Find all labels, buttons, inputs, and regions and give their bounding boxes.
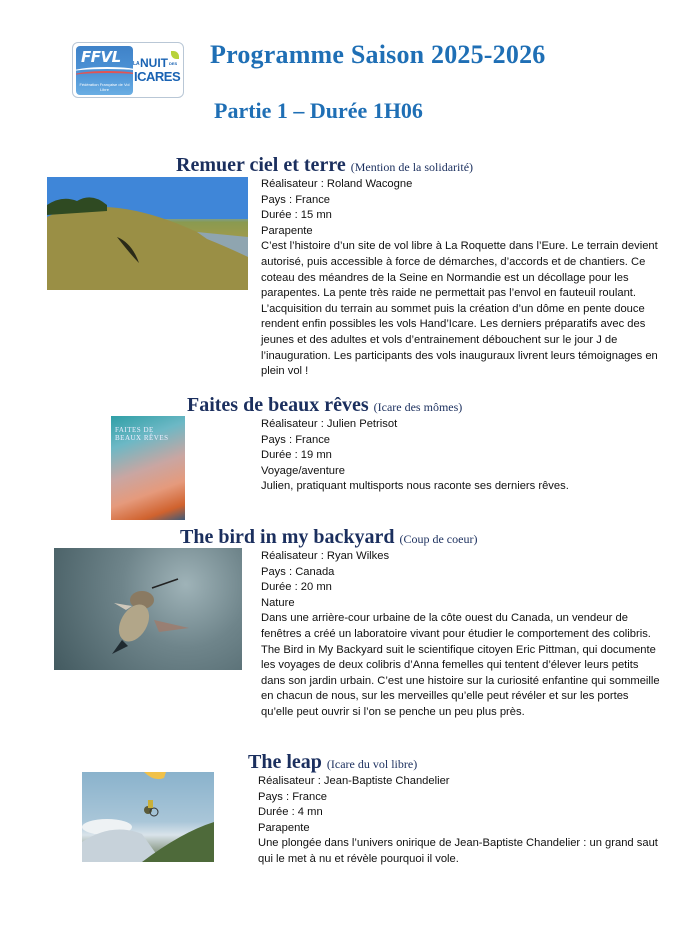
film-info-2: [261, 417, 661, 495]
part-heading: Partie 1 – Durée 1H06: [214, 98, 423, 123]
film-country: Pays : Canada: [261, 565, 335, 578]
film-title-4: [248, 751, 417, 774]
film-description: Julien, pratiquant multisports nous raconte ses derniers rêves.: [261, 480, 569, 493]
film-director: Réalisateur : Roland Wacogne: [261, 178, 413, 190]
logo-icares: ICARES: [134, 69, 181, 84]
film-genre: Parapente: [261, 224, 313, 237]
film-description: Dans une arrière-cour urbaine de la côte ouest du Canada, un vendeur de fenêtres a créé un laboratoire vivant pour étudier le comportement des colibris. The Bird in My Backyard suit le scientifique citoyen Eric Pittman, qui documente les voyages de deux colibris d’Anna femelles qui tentent d’élever leurs petits dans son jardin urbain. C’est une histoire sur la curiosité enfantine qui sommeille en chacun de nous, sur les merveilles qu’elle peut révéler et sur les portes qu’elle peut ouvrir si l’on se penche un peu plus près.: [261, 612, 660, 718]
film-title-text: The leap: [248, 751, 322, 773]
film-info-1: [261, 177, 661, 380]
film-genre: Voyage/aventure: [261, 464, 345, 477]
film-award: (Coup de coeur): [399, 532, 478, 546]
logo-la: LA: [133, 61, 140, 67]
logo-des: DES: [169, 61, 178, 66]
film-duration: Durée : 15 mn: [261, 209, 332, 222]
poster-title: FAITES DE BEAUX RÊVES: [115, 426, 169, 442]
film-award: (Icare du vol libre): [326, 757, 418, 771]
film-award: (Icare des mômes): [373, 400, 463, 414]
logo-nuit: NUIT: [140, 56, 168, 70]
page-title: Programme Saison 2025-2026: [210, 40, 546, 69]
film-info-3: [261, 549, 661, 721]
film-duration: Durée : 19 mn: [261, 449, 332, 462]
film-country: Pays : France: [261, 433, 331, 446]
film-director: Réalisateur : Ryan Wilkes: [261, 550, 390, 562]
film-title-text: Remuer ciel et terre: [176, 154, 346, 176]
ffvl-nuit-des-icares-logo: [72, 42, 184, 98]
film-image-hummingbird: [54, 548, 242, 670]
film-image-paraglider-hill: [47, 177, 248, 290]
film-country: Pays : France: [258, 790, 328, 803]
film-title-2: [187, 394, 462, 417]
film-description: Une plongée dans l’univers onirique de Jean-Baptiste Chandelier : un grand saut qui le met à nu et révèle pourquoi il vole.: [258, 837, 658, 865]
ffvl-logo: [76, 46, 133, 95]
film-country: Pays : France: [261, 193, 331, 206]
ffvl-subtitle: Fédération Française de Vol Libre: [79, 82, 130, 92]
film-award: (Mention de la solidarité): [350, 160, 474, 174]
film-title-1: [176, 154, 473, 177]
film-title-3: [180, 526, 477, 549]
film-title-text: Faites de beaux rêves: [187, 394, 369, 416]
film-title-text: The bird in my backyard: [180, 526, 395, 548]
bird-icon: [171, 51, 179, 59]
film-director: Réalisateur : Julien Petrisot: [261, 418, 398, 430]
nuit-des-icares-logo: [133, 51, 183, 91]
film-description: C’est l’histoire d’un site de vol libre à La Roquette dans l’Eure. Le terrain devient autorisé, puis accessible à force de démarches, d’accords et de chantiers. Ce coteau des méandres de la Seine en Normandie est un décollage pour les parapentes. La pente très raide ne permettait pas l’envol en fauteuil roulant. L’acquisition du terrain au sommet puis la création d’un dôme en pente douce rendent enfin possibles les vols Hand’Icare. Les derniers préparatifs avec des jeunes et des adultes et vols d’entrainement débouchent sur le jour J de l’inauguration. Les participants des vols inauguraux livrent leurs témoignages en plein vol !: [261, 240, 658, 378]
film-genre: Nature: [261, 596, 295, 609]
film-poster-faites-de-beaux-reves: [111, 416, 185, 520]
film-duration: Durée : 4 mn: [258, 806, 323, 819]
ffvl-logo-text: FFVL: [81, 48, 121, 66]
film-director: Réalisateur : Jean-Baptiste Chandelier: [258, 775, 450, 787]
film-duration: Durée : 20 mn: [261, 581, 332, 594]
film-info-4: [258, 774, 658, 868]
film-genre: Parapente: [258, 821, 310, 834]
film-image-the-leap: [82, 772, 214, 862]
logo-wave-red: [76, 71, 133, 81]
